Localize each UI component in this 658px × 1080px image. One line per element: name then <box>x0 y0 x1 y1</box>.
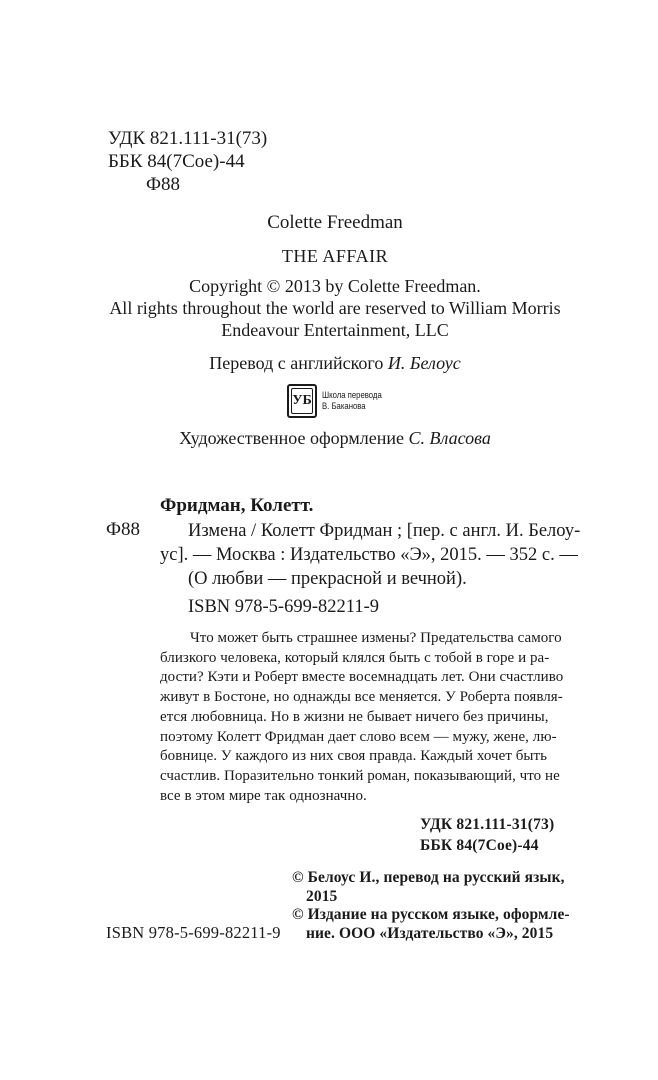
catalog-author-heading: Фридман, Колетт. <box>160 495 314 516</box>
catalog-entry-line: Измена / Колетт Фридман ; [пер. с англ. И. Белоу- <box>188 521 581 541</box>
bbk-code: ББК 84(7Сое)-44 <box>108 151 245 172</box>
art-credit <box>100 428 570 449</box>
copyright-line: Copyright © 2013 by Colette Freedman. <box>189 276 481 296</box>
annotation-line: живут в Бостоне, но однажды все меняется. У Роберта появля- <box>160 689 563 706</box>
copyright-note-line: 2015 <box>306 887 338 905</box>
annotation <box>160 629 563 806</box>
translator-name: И. Белоус <box>387 353 461 373</box>
copyright-line: Endeavour Entertainment, LLC <box>221 320 449 340</box>
translation-school-logo <box>287 381 392 421</box>
udk-code-bottom: УДК 821.111-31(73) <box>420 816 555 833</box>
artist-name: С. Власова <box>408 428 491 448</box>
author-sign-code: Ф88 <box>146 174 181 195</box>
isbn-bottom: ISBN 978-5-699-82211-9 <box>106 923 281 942</box>
copyright-note-line: © Издание на русском языке, оформле- <box>292 906 570 923</box>
udk-code: УДК 821.111-31(73) <box>108 128 268 149</box>
logo-text-line: В. Баканова <box>322 401 366 411</box>
school-logo-icon <box>287 384 317 418</box>
translation-label: Перевод с английского <box>209 353 384 373</box>
annotation-line: дости? Кэти и Роберт вместе восемнадцать лет. Они счастливо <box>160 669 564 686</box>
school-logo-text <box>322 390 382 412</box>
annotation-line: поэтому Колетт Фридман дает слово всем — мужу, жене, лю- <box>160 728 557 745</box>
catalog-entry-line: (О любви — прекрасной и вечной). <box>188 569 467 589</box>
bbk-code-bottom: ББК 84(7Сое)-44 <box>420 837 539 854</box>
logo-letters: УБ <box>292 393 312 408</box>
annotation-line: бовнице. У каждого из них своя правда. Каждый хочет быть <box>160 748 548 765</box>
annotation-line: Что может быть страшнее измены? Предательства самого <box>190 630 562 646</box>
catalog-entry-line: ус]. — Москва : Издательство «Э», 2015. — 352 с. — <box>160 545 578 565</box>
annotation-line: ется любовница. Но в жизни не бывает ничего без причины, <box>160 708 549 725</box>
copyright-line: All rights throughout the world are reserved to William Morris <box>109 298 561 318</box>
annotation-line: все в этом мире так однозначно. <box>160 787 367 804</box>
copyright-notes <box>292 869 570 943</box>
catalog-author-sign: Ф88 <box>106 519 141 540</box>
original-title: THE AFFAIR <box>281 246 389 266</box>
catalog-isbn: ISBN 978-5-699-82211-9 <box>188 597 379 617</box>
logo-text-line: Школа перевода <box>322 390 382 400</box>
original-author: Colette Freedman <box>267 212 403 233</box>
translation-credit <box>100 353 570 374</box>
annotation-line: счастлив. Поразительно тонкий роман, показывающий, что не <box>160 767 560 784</box>
catalog-entry <box>160 519 580 591</box>
annotation-line: близкого человека, который клялся быть с тобой в горе и ра- <box>160 649 550 666</box>
art-credit-label: Художественное оформление <box>179 428 405 448</box>
copyright-note-line: © Белоус И., перевод на русский язык, <box>292 869 565 886</box>
original-copyright <box>100 275 570 341</box>
copyright-note-line: ние. ООО «Издательство «Э», 2015 <box>306 924 554 942</box>
